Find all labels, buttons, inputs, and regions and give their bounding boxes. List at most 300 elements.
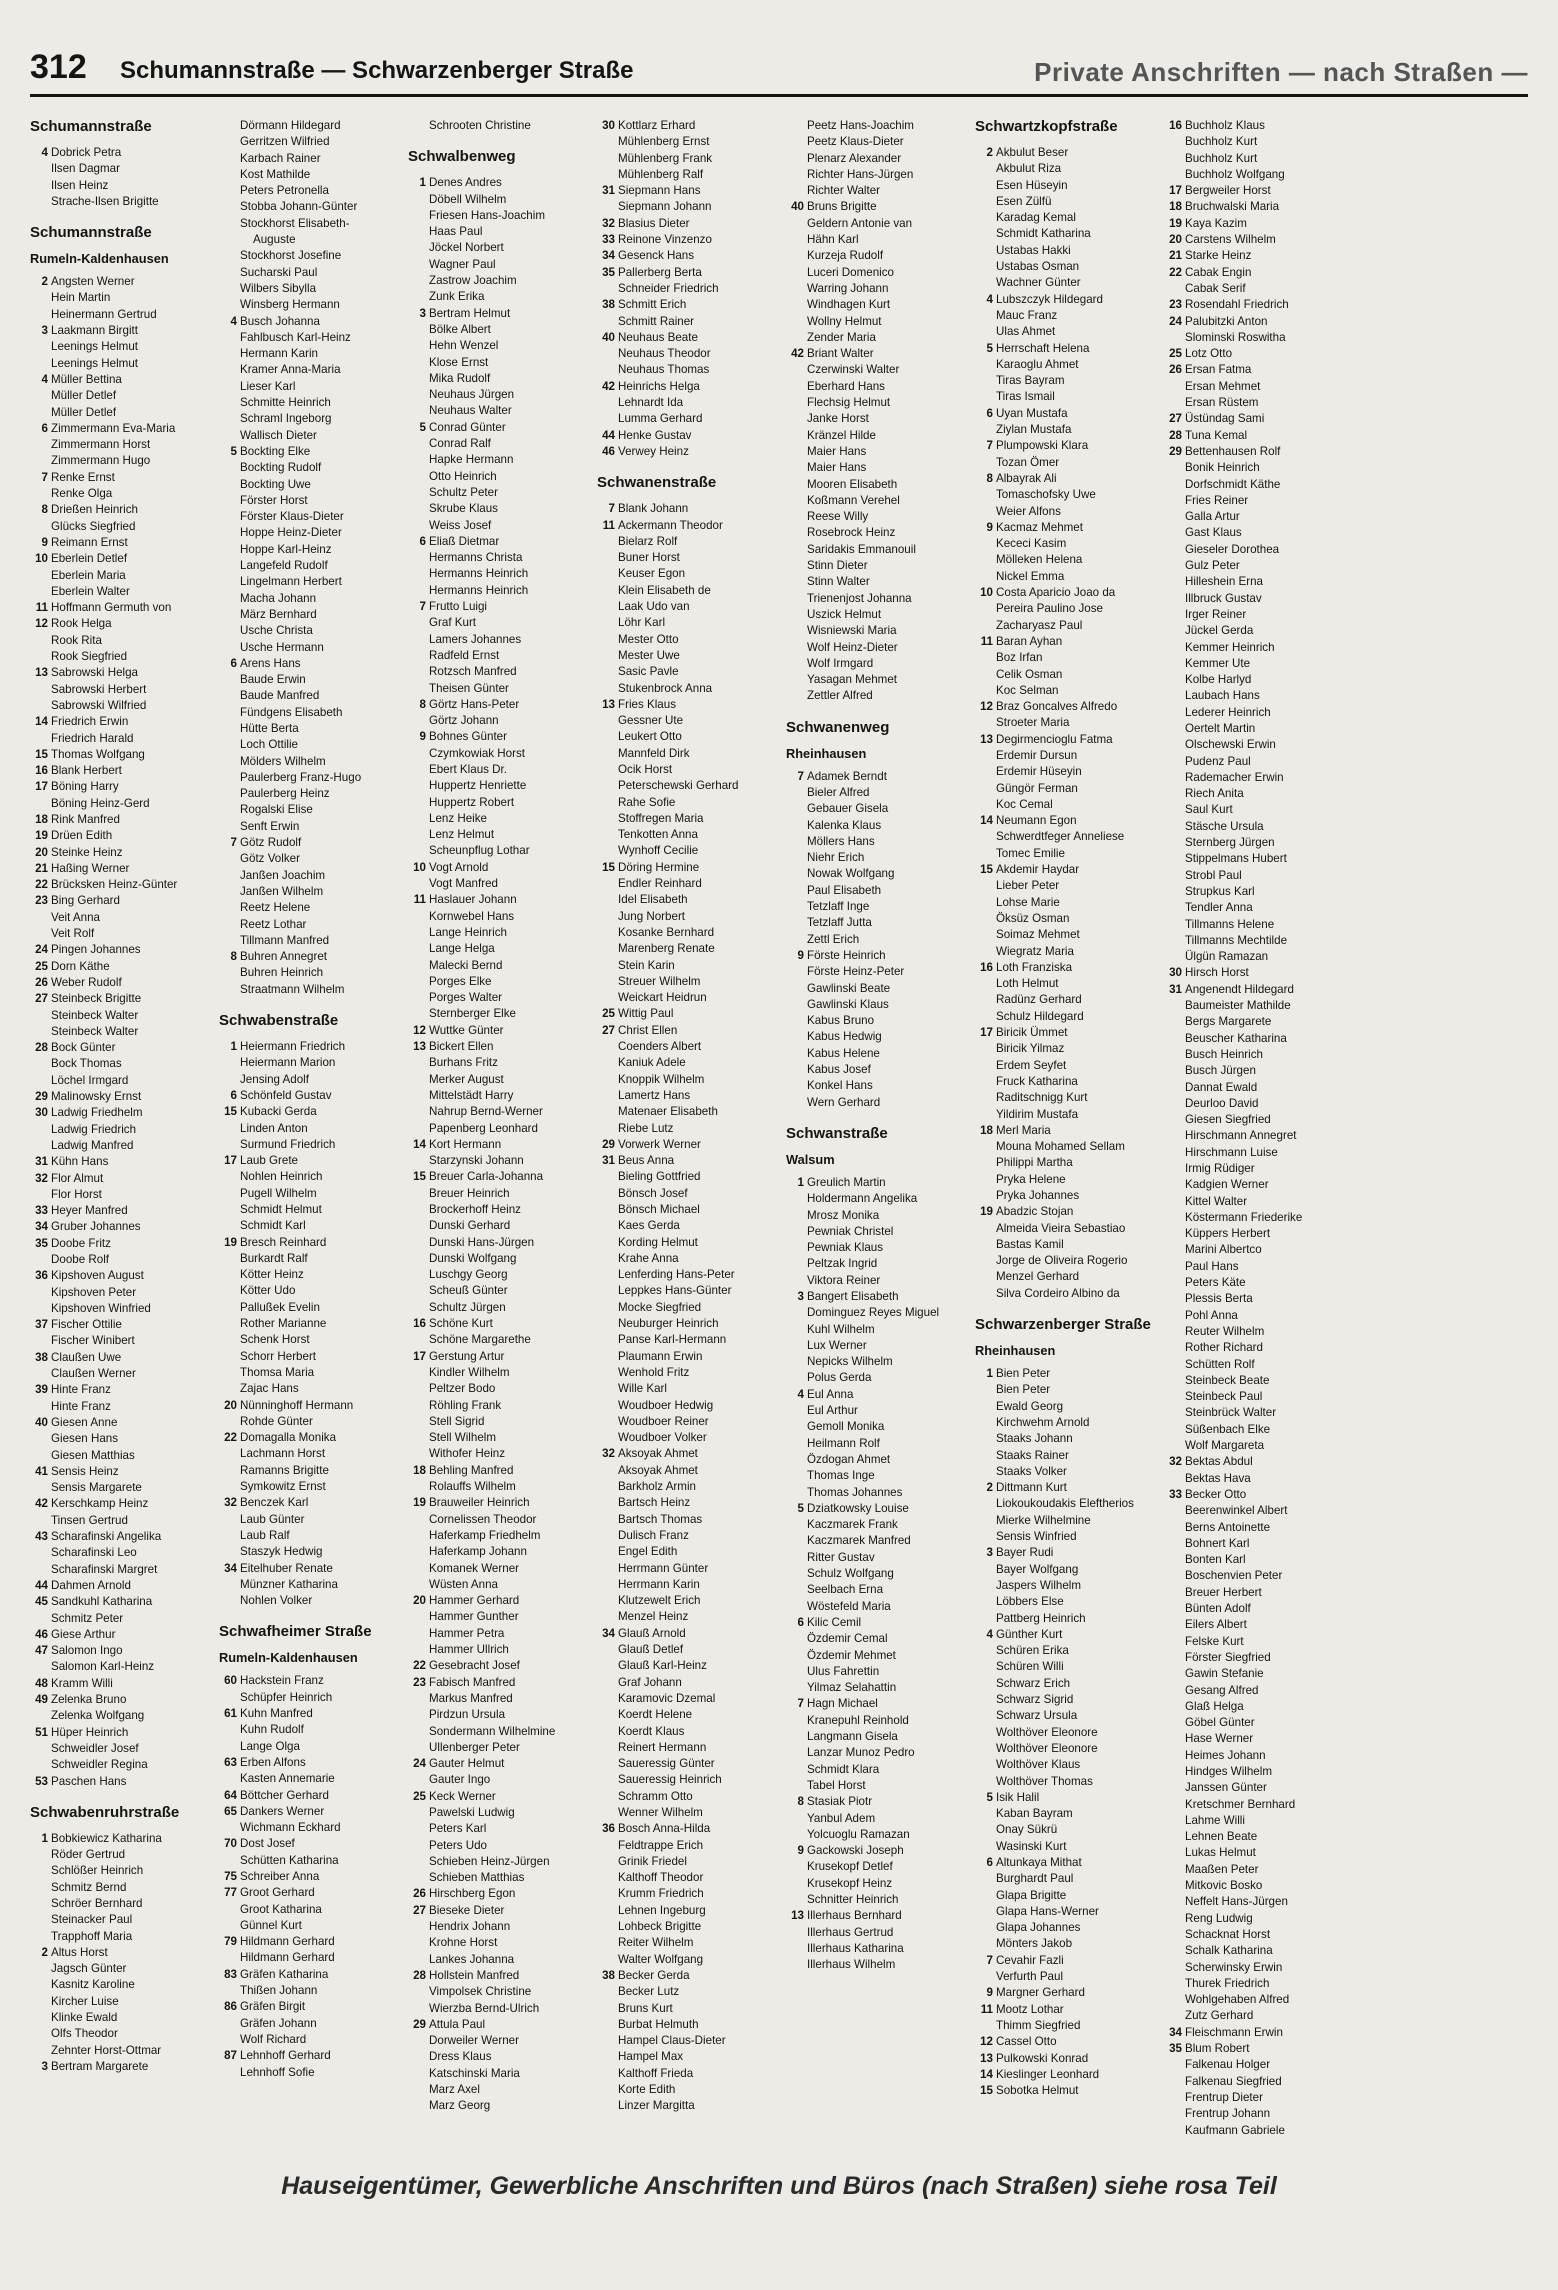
resident-name: Koßmann Verehel bbox=[807, 493, 900, 507]
house-number: 40 bbox=[35, 1415, 48, 1429]
resident-name: Kipshoven Peter bbox=[51, 1285, 137, 1299]
resident-entry bbox=[597, 1903, 778, 1919]
resident-entry bbox=[1164, 1699, 1345, 1715]
house-number: 12 bbox=[413, 1023, 426, 1037]
resident-entry bbox=[1164, 1845, 1345, 1861]
resident-entry bbox=[219, 248, 400, 264]
house-number: 35 bbox=[35, 1236, 48, 1250]
resident-name: Wagner Paul bbox=[429, 257, 496, 271]
resident-name: Lachmann Horst bbox=[240, 1447, 326, 1461]
resident-entry bbox=[786, 493, 967, 509]
resident-entry bbox=[408, 1072, 589, 1088]
resident-entry bbox=[597, 1935, 778, 1951]
house-number: 1 bbox=[986, 1367, 993, 1381]
house-number: 13 bbox=[791, 1909, 804, 1923]
resident-entry bbox=[30, 1831, 211, 1847]
resident-name: Winsberg Hermann bbox=[240, 298, 340, 312]
resident-entry bbox=[975, 438, 1156, 454]
house-number: 9 bbox=[986, 520, 993, 534]
resident-entry bbox=[597, 1789, 778, 1805]
resident-entry bbox=[408, 273, 589, 289]
resident-entry bbox=[1164, 167, 1345, 183]
house-number: 4 bbox=[41, 146, 48, 159]
resident-entry bbox=[30, 1236, 211, 1252]
resident-name: Köstermann Friederike bbox=[1185, 1210, 1303, 1224]
resident-entry bbox=[219, 574, 400, 590]
resident-entry bbox=[597, 599, 778, 615]
house-number: 17 bbox=[224, 1154, 237, 1168]
resident-entry bbox=[597, 615, 778, 631]
resident-name: Schönfeld Gustav bbox=[240, 1088, 332, 1102]
resident-entry bbox=[786, 623, 967, 639]
resident-entry bbox=[786, 818, 967, 834]
resident-entry bbox=[597, 265, 778, 281]
resident-name: Benczek Karl bbox=[240, 1496, 309, 1510]
resident-name: Illerhaus Bernhard bbox=[807, 1909, 902, 1923]
resident-name: Wolf Margareta bbox=[1185, 1439, 1265, 1453]
resident-entry bbox=[597, 1740, 778, 1756]
resident-name: Dahmen Arnold bbox=[51, 1578, 131, 1592]
resident-name: Heinrichs Helga bbox=[618, 379, 700, 393]
resident-entry bbox=[30, 1333, 211, 1349]
resident-entry bbox=[30, 1912, 211, 1928]
resident-entry bbox=[597, 1544, 778, 1560]
resident-name: Leenings Helmut bbox=[51, 356, 139, 370]
resident-name: Bergweiler Horst bbox=[1185, 184, 1271, 198]
resident-name: Thomas Johannes bbox=[807, 1485, 903, 1499]
resident-name: Katschinski Maria bbox=[429, 2066, 520, 2080]
resident-entry bbox=[30, 2043, 211, 2059]
resident-name: Auguste bbox=[253, 233, 296, 247]
resident-entry bbox=[408, 1495, 589, 1511]
resident-entry bbox=[219, 1788, 400, 1804]
resident-entry bbox=[30, 161, 211, 177]
directory-column bbox=[1164, 118, 1345, 2158]
resident-name: Eitelhuber Renate bbox=[240, 1561, 333, 1575]
resident-entry bbox=[786, 850, 967, 866]
resident-entry bbox=[30, 796, 211, 812]
resident-entry bbox=[786, 265, 967, 281]
resident-entry bbox=[408, 1593, 589, 1609]
resident-entry bbox=[1164, 982, 1345, 998]
resident-name: Burbat Helmuth bbox=[618, 2017, 699, 2031]
resident-entry bbox=[786, 1729, 967, 1745]
house-number: 7 bbox=[419, 600, 426, 614]
resident-entry bbox=[597, 118, 778, 134]
house-number: 26 bbox=[1169, 363, 1182, 377]
resident-entry bbox=[1164, 607, 1345, 623]
resident-name: Scharafinski Margret bbox=[51, 1562, 158, 1576]
resident-entry bbox=[1164, 2106, 1345, 2122]
house-number: 30 bbox=[602, 119, 615, 132]
resident-entry bbox=[975, 781, 1156, 797]
resident-name: Wolf Richard bbox=[240, 2032, 307, 2046]
house-number: 6 bbox=[41, 421, 48, 435]
resident-entry bbox=[975, 1382, 1156, 1398]
resident-name: Drießen Heinrich bbox=[51, 503, 138, 517]
resident-entry bbox=[408, 1365, 589, 1381]
resident-entry bbox=[786, 1794, 967, 1810]
resident-name: Sensis Winfried bbox=[996, 1530, 1077, 1544]
resident-name: Hermann Karin bbox=[240, 347, 318, 361]
resident-entry bbox=[975, 1513, 1156, 1529]
house-number: 3 bbox=[797, 1290, 804, 1303]
resident-name: Ritter Gustav bbox=[807, 1550, 875, 1564]
resident-name: Wöstefeld Maria bbox=[807, 1599, 891, 1613]
resident-entry bbox=[786, 672, 967, 688]
resident-name: Paulerberg Franz-Hugo bbox=[240, 770, 362, 784]
resident-entry bbox=[30, 194, 211, 210]
resident-name: Krusekopf Heinz bbox=[807, 1876, 893, 1890]
resident-name: Scherwinsky Erwin bbox=[1185, 1960, 1283, 1974]
resident-name: Dorfschmidt Käthe bbox=[1185, 477, 1281, 491]
resident-name: Sternberg Jürgen bbox=[1185, 836, 1275, 850]
resident-entry bbox=[1164, 672, 1345, 688]
resident-entry bbox=[219, 1902, 400, 1918]
resident-entry bbox=[219, 411, 400, 427]
resident-entry bbox=[219, 851, 400, 867]
resident-name: Giese Arthur bbox=[51, 1627, 116, 1641]
resident-entry bbox=[219, 802, 400, 818]
resident-entry bbox=[975, 2067, 1156, 2083]
resident-name: Bünten Adolf bbox=[1185, 1602, 1251, 1616]
resident-name: Lieser Karl bbox=[240, 379, 296, 393]
resident-entry bbox=[408, 485, 589, 501]
resident-entry bbox=[975, 1904, 1156, 1920]
resident-entry bbox=[786, 1648, 967, 1664]
house-number: 15 bbox=[980, 2084, 993, 2098]
resident-name: Lehnen Beate bbox=[1185, 1830, 1258, 1844]
resident-entry bbox=[597, 860, 778, 876]
resident-name: Görtz Johann bbox=[429, 714, 499, 728]
resident-entry bbox=[597, 1821, 778, 1837]
resident-name: Flor Almut bbox=[51, 1171, 104, 1185]
resident-name: Münzner Katharina bbox=[240, 1577, 338, 1591]
resident-entry bbox=[1164, 379, 1345, 395]
resident-name: Bock Günter bbox=[51, 1041, 116, 1055]
house-number: 39 bbox=[35, 1383, 48, 1397]
house-number: 23 bbox=[413, 1675, 426, 1689]
resident-name: Jaspers Wilhelm bbox=[996, 1578, 1082, 1592]
resident-entry bbox=[786, 1289, 967, 1305]
resident-entry bbox=[597, 843, 778, 859]
resident-entry bbox=[30, 1961, 211, 1977]
resident-entry bbox=[30, 1945, 211, 1961]
house-number: 79 bbox=[224, 1935, 237, 1949]
resident-entry bbox=[975, 1578, 1156, 1594]
resident-entry bbox=[975, 226, 1156, 242]
resident-entry bbox=[786, 216, 967, 232]
resident-entry bbox=[408, 1235, 589, 1251]
house-number: 23 bbox=[35, 894, 48, 908]
house-number: 29 bbox=[413, 2017, 426, 2031]
resident-name: Dittmann Kurt bbox=[996, 1481, 1067, 1495]
resident-entry bbox=[1164, 1259, 1345, 1275]
resident-entry bbox=[1164, 917, 1345, 933]
house-number: 22 bbox=[224, 1431, 237, 1445]
resident-entry bbox=[408, 1691, 589, 1707]
resident-name: Förste Heinrich bbox=[807, 948, 886, 962]
resident-name: Breuer Herbert bbox=[1185, 1585, 1262, 1599]
resident-entry bbox=[786, 1745, 967, 1761]
resident-name: Sabrowski Helga bbox=[51, 666, 138, 680]
resident-entry bbox=[219, 786, 400, 802]
resident-entry bbox=[219, 1544, 400, 1560]
resident-entry bbox=[786, 1778, 967, 1794]
resident-name: Lanzar Munoz Pedro bbox=[807, 1746, 915, 1760]
resident-entry bbox=[408, 615, 589, 631]
resident-name: Kemmer Ute bbox=[1185, 656, 1251, 670]
resident-entry bbox=[975, 927, 1156, 943]
resident-entry bbox=[408, 1218, 589, 1234]
street-heading: Schwalbenweg bbox=[408, 148, 516, 166]
resident-entry bbox=[597, 534, 778, 550]
resident-entry bbox=[219, 558, 400, 574]
resident-name: Reetz Lothar bbox=[240, 917, 307, 931]
resident-name: Tinsen Gertrud bbox=[51, 1513, 128, 1527]
house-number: 4 bbox=[797, 1387, 804, 1401]
resident-name: Veit Rolf bbox=[51, 927, 95, 941]
resident-name: Schnitter Heinrich bbox=[807, 1892, 899, 1906]
resident-name: Paulerberg Heinz bbox=[240, 787, 330, 801]
resident-name: Ackermann Theodor bbox=[618, 518, 723, 532]
resident-name: Dorn Käthe bbox=[51, 959, 110, 973]
resident-name: Hildmann Gerhard bbox=[240, 1935, 335, 1949]
resident-name: Fries Reiner bbox=[1185, 493, 1249, 507]
house-number: 9 bbox=[797, 1844, 804, 1858]
resident-entry bbox=[975, 1611, 1156, 1627]
resident-name: Gesenck Hans bbox=[618, 249, 695, 263]
house-number: 6 bbox=[986, 406, 993, 420]
house-number: 34 bbox=[602, 1626, 615, 1640]
house-number: 32 bbox=[35, 1171, 48, 1185]
resident-name: Reetz Helene bbox=[240, 901, 311, 915]
resident-entry bbox=[975, 324, 1156, 340]
resident-name: Zunk Erika bbox=[429, 290, 485, 304]
resident-entry bbox=[408, 2001, 589, 2017]
resident-name: Attula Paul bbox=[429, 2017, 486, 2031]
resident-entry bbox=[786, 558, 967, 574]
resident-entry bbox=[408, 1039, 589, 1055]
directory-column bbox=[786, 118, 967, 2158]
house-number: 21 bbox=[1169, 249, 1182, 263]
resident-name: Hollstein Manfred bbox=[429, 1968, 520, 1982]
resident-entry bbox=[975, 1888, 1156, 1904]
resident-name: Bonik Heinrich bbox=[1185, 461, 1260, 475]
resident-entry bbox=[1164, 786, 1345, 802]
resident-entry bbox=[597, 795, 778, 811]
resident-name: Lamertz Hans bbox=[618, 1088, 691, 1102]
resident-name: Rosendahl Friedrich bbox=[1185, 298, 1289, 312]
resident-name: Pulkowski Konrad bbox=[996, 2051, 1089, 2065]
resident-name: Janke Horst bbox=[807, 412, 869, 426]
resident-name: Wasinski Kurt bbox=[996, 1839, 1067, 1853]
house-number: 12 bbox=[980, 2035, 993, 2049]
resident-entry bbox=[786, 1501, 967, 1517]
resident-entry bbox=[597, 974, 778, 990]
resident-name: Almeida Vieira Sebastiao bbox=[996, 1221, 1126, 1235]
resident-entry bbox=[597, 2049, 778, 2065]
resident-entry bbox=[1164, 1128, 1345, 1144]
resident-name: Kuhn Rudolf bbox=[240, 1723, 304, 1737]
resident-name: Bönsch Josef bbox=[618, 1186, 688, 1200]
resident-name: Erben Alfons bbox=[240, 1755, 306, 1769]
resident-name: Panse Karl-Hermann bbox=[618, 1333, 727, 1347]
resident-name: Claußen Werner bbox=[51, 1367, 136, 1381]
resident-name: Domagalla Monika bbox=[240, 1431, 337, 1445]
resident-name: Aksoyak Ahmet bbox=[618, 1447, 698, 1461]
resident-name: Schöne Margarethe bbox=[429, 1333, 531, 1347]
resident-entry bbox=[219, 1561, 400, 1577]
resident-entry bbox=[975, 634, 1156, 650]
resident-entry bbox=[597, 1365, 778, 1381]
resident-entry bbox=[408, 1137, 589, 1153]
resident-entry bbox=[1164, 542, 1345, 558]
house-number: 15 bbox=[980, 863, 993, 877]
resident-name: Schmidt Helmut bbox=[240, 1203, 322, 1216]
resident-name: Bettenhausen Rolf bbox=[1185, 444, 1281, 458]
resident-entry bbox=[30, 1847, 211, 1863]
resident-name: Hein Martin bbox=[51, 291, 111, 305]
resident-name: Dunski Gerhard bbox=[429, 1219, 511, 1233]
resident-name: Huppertz Robert bbox=[429, 795, 515, 809]
resident-entry bbox=[219, 330, 400, 346]
resident-name: Radfeld Ernst bbox=[429, 648, 500, 662]
district-heading: Walsum bbox=[786, 1151, 835, 1167]
resident-entry bbox=[1164, 802, 1345, 818]
resident-entry bbox=[786, 688, 967, 704]
resident-entry bbox=[1164, 591, 1345, 607]
resident-name: Maaßen Peter bbox=[1185, 1862, 1259, 1876]
resident-name: Pereira Paulino Jose bbox=[996, 602, 1103, 616]
resident-name: Jagsch Günter bbox=[51, 1962, 127, 1976]
house-number: 34 bbox=[35, 1220, 48, 1234]
resident-entry bbox=[408, 118, 589, 134]
resident-name: Heiermann Friedrich bbox=[240, 1040, 346, 1054]
resident-name: Geldern Antonie van bbox=[807, 216, 913, 230]
resident-name: Braz Goncalves Alfredo bbox=[996, 700, 1118, 714]
resident-entry bbox=[30, 616, 211, 632]
resident-entry bbox=[786, 948, 967, 964]
resident-name: Schweidler Regina bbox=[51, 1758, 148, 1772]
resident-name: Tetzlaff Jutta bbox=[807, 916, 872, 930]
resident-name: Tendler Anna bbox=[1185, 901, 1253, 915]
resident-name: Gerstung Artur bbox=[429, 1349, 505, 1363]
resident-name: Falkenau Holger bbox=[1185, 2058, 1271, 2072]
resident-name: Kacmaz Mehmet bbox=[996, 520, 1083, 534]
resident-name: Siepmann Hans bbox=[618, 184, 701, 198]
resident-entry bbox=[408, 974, 589, 990]
house-number: 1 bbox=[419, 176, 426, 190]
resident-name: Eberhard Hans bbox=[807, 379, 885, 393]
resident-entry bbox=[975, 1692, 1156, 1708]
resident-name: Leukert Otto bbox=[618, 730, 682, 744]
house-number: 10 bbox=[35, 552, 48, 566]
resident-name: Tozan Ömer bbox=[996, 455, 1060, 469]
resident-entry bbox=[30, 1399, 211, 1415]
resident-name: Sabrowski Herbert bbox=[51, 682, 147, 696]
resident-name: Ulas Ahmet bbox=[996, 325, 1056, 339]
house-number: 18 bbox=[1169, 200, 1182, 214]
resident-entry bbox=[1164, 1878, 1345, 1894]
resident-entry bbox=[597, 199, 778, 215]
resident-name: Mrosz Monika bbox=[807, 1208, 880, 1222]
resident-entry bbox=[975, 813, 1156, 829]
resident-name: Fischer Winibert bbox=[51, 1334, 135, 1348]
house-number: 7 bbox=[986, 1953, 993, 1967]
resident-entry bbox=[1164, 1308, 1345, 1324]
resident-entry bbox=[1164, 1634, 1345, 1650]
resident-name: Zimmermann Eva-Maria bbox=[51, 421, 176, 435]
resident-entry bbox=[786, 981, 967, 997]
house-number: 2 bbox=[986, 1481, 993, 1495]
resident-name: Keck Werner bbox=[429, 1789, 496, 1803]
resident-name: Jückel Gerda bbox=[1185, 624, 1254, 638]
resident-entry bbox=[597, 2017, 778, 2033]
resident-name: Kipshoven August bbox=[51, 1269, 144, 1283]
resident-entry bbox=[30, 1203, 211, 1219]
resident-entry bbox=[30, 421, 211, 437]
house-number: 13 bbox=[35, 666, 48, 680]
resident-name: Linzer Margitta bbox=[618, 2099, 695, 2113]
resident-entry bbox=[408, 713, 589, 729]
resident-entry bbox=[786, 444, 967, 460]
house-number: 7 bbox=[230, 836, 237, 850]
resident-name: Saul Kurt bbox=[1185, 803, 1233, 817]
house-number: 11 bbox=[413, 893, 426, 907]
resident-name: Hammer Petra bbox=[429, 1626, 505, 1640]
resident-name: Thomas Inge bbox=[807, 1469, 875, 1483]
resident-entry bbox=[408, 632, 589, 648]
resident-entry bbox=[30, 584, 211, 600]
resident-entry bbox=[408, 1707, 589, 1723]
resident-entry bbox=[30, 1105, 211, 1121]
resident-name: Gast Klaus bbox=[1185, 526, 1242, 540]
resident-name: Kubacki Gerda bbox=[240, 1105, 317, 1119]
resident-entry bbox=[975, 862, 1156, 878]
resident-entry bbox=[597, 1202, 778, 1218]
resident-entry bbox=[975, 2083, 1156, 2099]
house-number: 13 bbox=[980, 732, 993, 746]
resident-name: Reimann Ernst bbox=[51, 535, 128, 549]
resident-name: Süßenbach Elke bbox=[1185, 1422, 1271, 1436]
street-heading: Schwafheimer Straße bbox=[219, 1623, 372, 1641]
resident-entry bbox=[408, 1740, 589, 1756]
resident-name: Heiermann Marion bbox=[240, 1056, 336, 1070]
house-number: 19 bbox=[35, 829, 48, 843]
resident-name: Gieseler Dorothea bbox=[1185, 542, 1280, 556]
resident-name: Baumeister Mathilde bbox=[1185, 999, 1291, 1013]
resident-entry bbox=[30, 991, 211, 1007]
resident-entry bbox=[30, 600, 211, 616]
resident-name: Lange Heinrich bbox=[429, 925, 507, 939]
resident-entry bbox=[1164, 525, 1345, 541]
resident-name: Neuhaus Jürgen bbox=[429, 388, 515, 402]
resident-entry bbox=[408, 355, 589, 371]
resident-name: Kalthoff Frieda bbox=[618, 2066, 694, 2080]
resident-name: Schieben Matthias bbox=[429, 1871, 525, 1885]
house-number: 36 bbox=[602, 1822, 615, 1836]
resident-entry bbox=[786, 151, 967, 167]
resident-name: Luceri Domenico bbox=[807, 265, 894, 279]
street-heading: Schwartzkopfstraße bbox=[975, 118, 1118, 135]
house-number: 11 bbox=[980, 2002, 993, 2016]
resident-name: Biricik Ümmet bbox=[996, 1026, 1068, 1040]
resident-entry bbox=[408, 1414, 589, 1430]
resident-entry bbox=[597, 379, 778, 395]
resident-entry bbox=[408, 1642, 589, 1658]
resident-name: Schwarz Erich bbox=[996, 1676, 1071, 1690]
